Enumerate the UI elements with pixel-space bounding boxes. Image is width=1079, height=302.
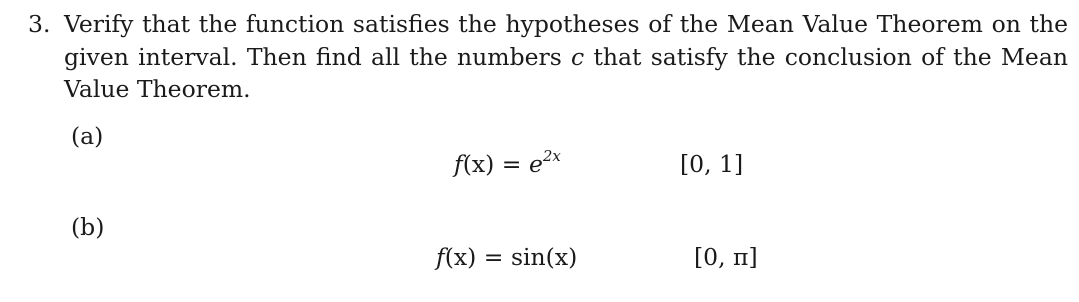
function-argument: (x) — [444, 243, 477, 271]
equals-sign: = — [476, 243, 511, 271]
part-b-interval: [0, π] — [694, 243, 758, 271]
problem-text-part-1: Verify that the function satisfies the hypotheses of the Mean Value Theorem on the given interval. Then find all the numbers — [64, 10, 1068, 71]
exponent: 2x — [542, 147, 561, 165]
variable-c: c — [571, 42, 585, 71]
problem-text-part-2: that satisfy the conclusion of the Mean Value Theorem. — [64, 42, 1068, 103]
part-b-label: (b) — [71, 213, 105, 241]
problem-text — [28, 8, 1068, 106]
function-name: f — [436, 243, 445, 271]
problem-statement — [28, 8, 1068, 106]
exponential-base: e — [528, 150, 543, 178]
function-name: f — [454, 150, 463, 178]
function-argument: (x) — [462, 150, 495, 178]
part-a-label: (a) — [71, 122, 104, 150]
part-a-function — [454, 147, 561, 178]
part-a-interval: [0, 1] — [680, 150, 744, 178]
problem-number: 3. — [28, 10, 51, 38]
equals-sign: = — [494, 150, 529, 178]
sine-expression: sin(x) — [510, 243, 578, 271]
part-b-function — [436, 243, 577, 271]
